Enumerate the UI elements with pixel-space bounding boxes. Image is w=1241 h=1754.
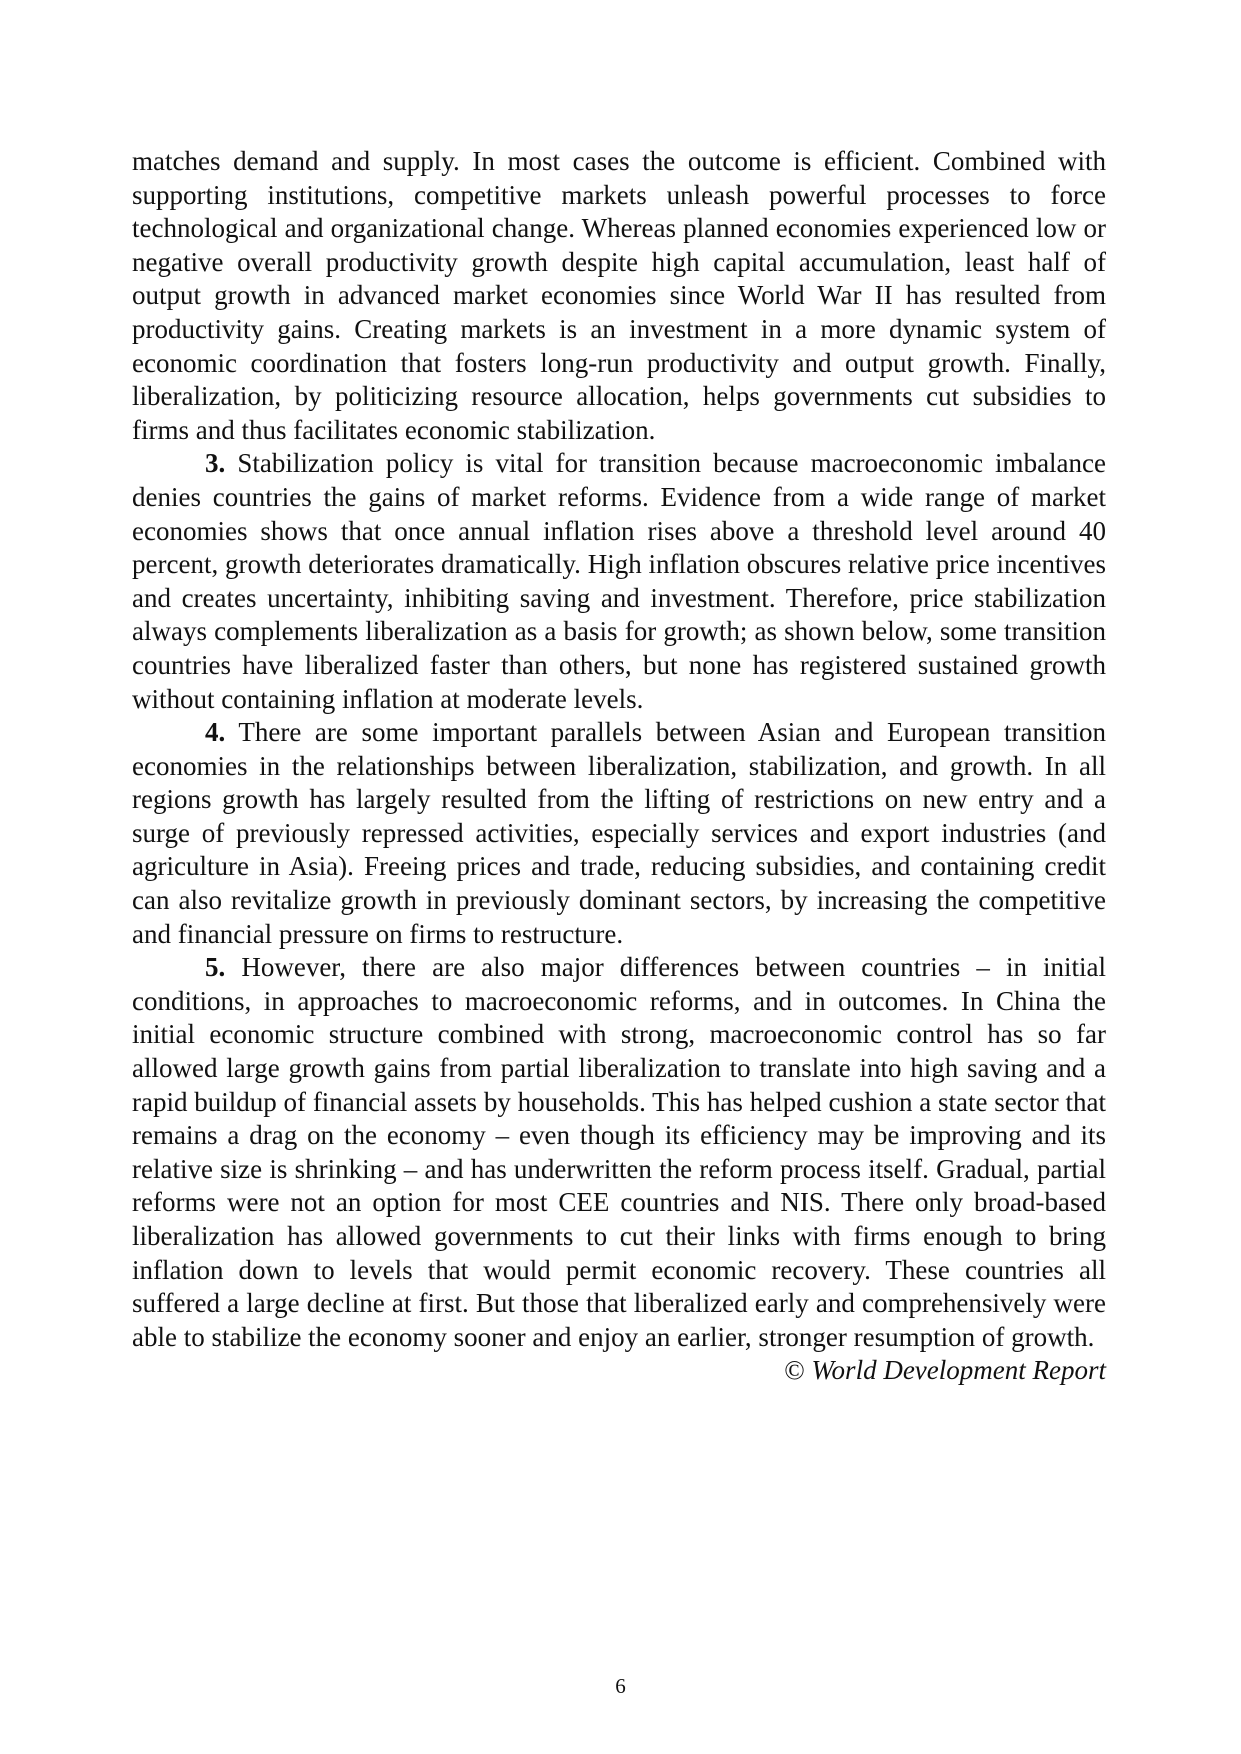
paragraph-4	[132, 716, 1106, 951]
paragraph-5	[132, 951, 1106, 1354]
credit-source: World Development Report	[811, 1355, 1106, 1386]
paragraph-text: Stabilization policy is vital for transition because macroeconomic imbalance denies countries the gains of market reforms. Evidence from a wide range of market economies shows that once annual inflation rises above a threshold level around 40 percent, growth deteriorates dramatically. High inflation obscures relative price incentives and creates uncertainty, inhibiting saving and investment. Therefore, price stabilization always complements liberalization as a basis for growth; as shown below, some transition countries have liberalized faster than others, but none has registered sustained growth without containing inflation at moderate levels.	[132, 448, 1106, 714]
copyright-symbol: ©	[784, 1355, 805, 1386]
document-body	[132, 145, 1106, 1388]
source-credit	[132, 1354, 1106, 1388]
page-number: 6	[615, 1674, 626, 1698]
paragraph-continued	[132, 145, 1106, 447]
paragraph-text: matches demand and supply. In most cases the outcome is efficient. Combined with supporting institutions, competitive markets unleash powerful processes to force technological and organizational change. Whereas planned economies experienced low or negative overall productivity growth despite high capital accumulation, least half of output growth in advanced market economies since World War II has resulted from productivity gains. Creating markets is an investment in a more dynamic system of economic coordination that fosters long-run productivity and output growth. Finally, liberalization, by politicizing resource allocation, helps governments cut subsidies to firms and thus facilitates economic stabilization.	[132, 146, 1106, 445]
paragraph-number: 4.	[205, 717, 226, 748]
paragraph-number: 5.	[205, 952, 226, 983]
paragraph-number: 3.	[205, 448, 226, 479]
paragraph-text: There are some important parallels between Asian and European transition economies in the relationships between liberalization, stabilization, and growth. In all regions growth has largely resulted from the lifting of restrictions on new entry and a surge of previously repressed activities, especially services and export industries (and agriculture in Asia). Freeing prices and trade, reducing subsidies, and containing credit can also revitalize growth in previously dominant sectors, by increasing the competitive and financial pressure on firms to restructure.	[132, 717, 1107, 949]
paragraph-text: However, there are also major differences between countries – in initial conditions, in approaches to macroeconomic reforms, and in outcomes. In China the initial economic structure combined with strong, macroeconomic control has so far allowed large growth gains from partial liberalization to translate into high saving and a rapid buildup of financial assets by households. This has helped cushion a state sector that remains a drag on the economy – even though its efficiency may be improving and its relative size is shrinking – and has underwritten the reform process itself. Gradual, partial reforms were not an option for most CEE countries and NIS. There only broad-based liberalization has allowed governments to cut their links with firms enough to bring inflation down to levels that would permit economic recovery. These countries all suffered a large decline at first. But those that liberalized early and comprehensively were able to stabilize the economy sooner and enjoy an earlier, stronger resumption of growth.	[132, 952, 1107, 1352]
paragraph-3	[132, 447, 1106, 716]
